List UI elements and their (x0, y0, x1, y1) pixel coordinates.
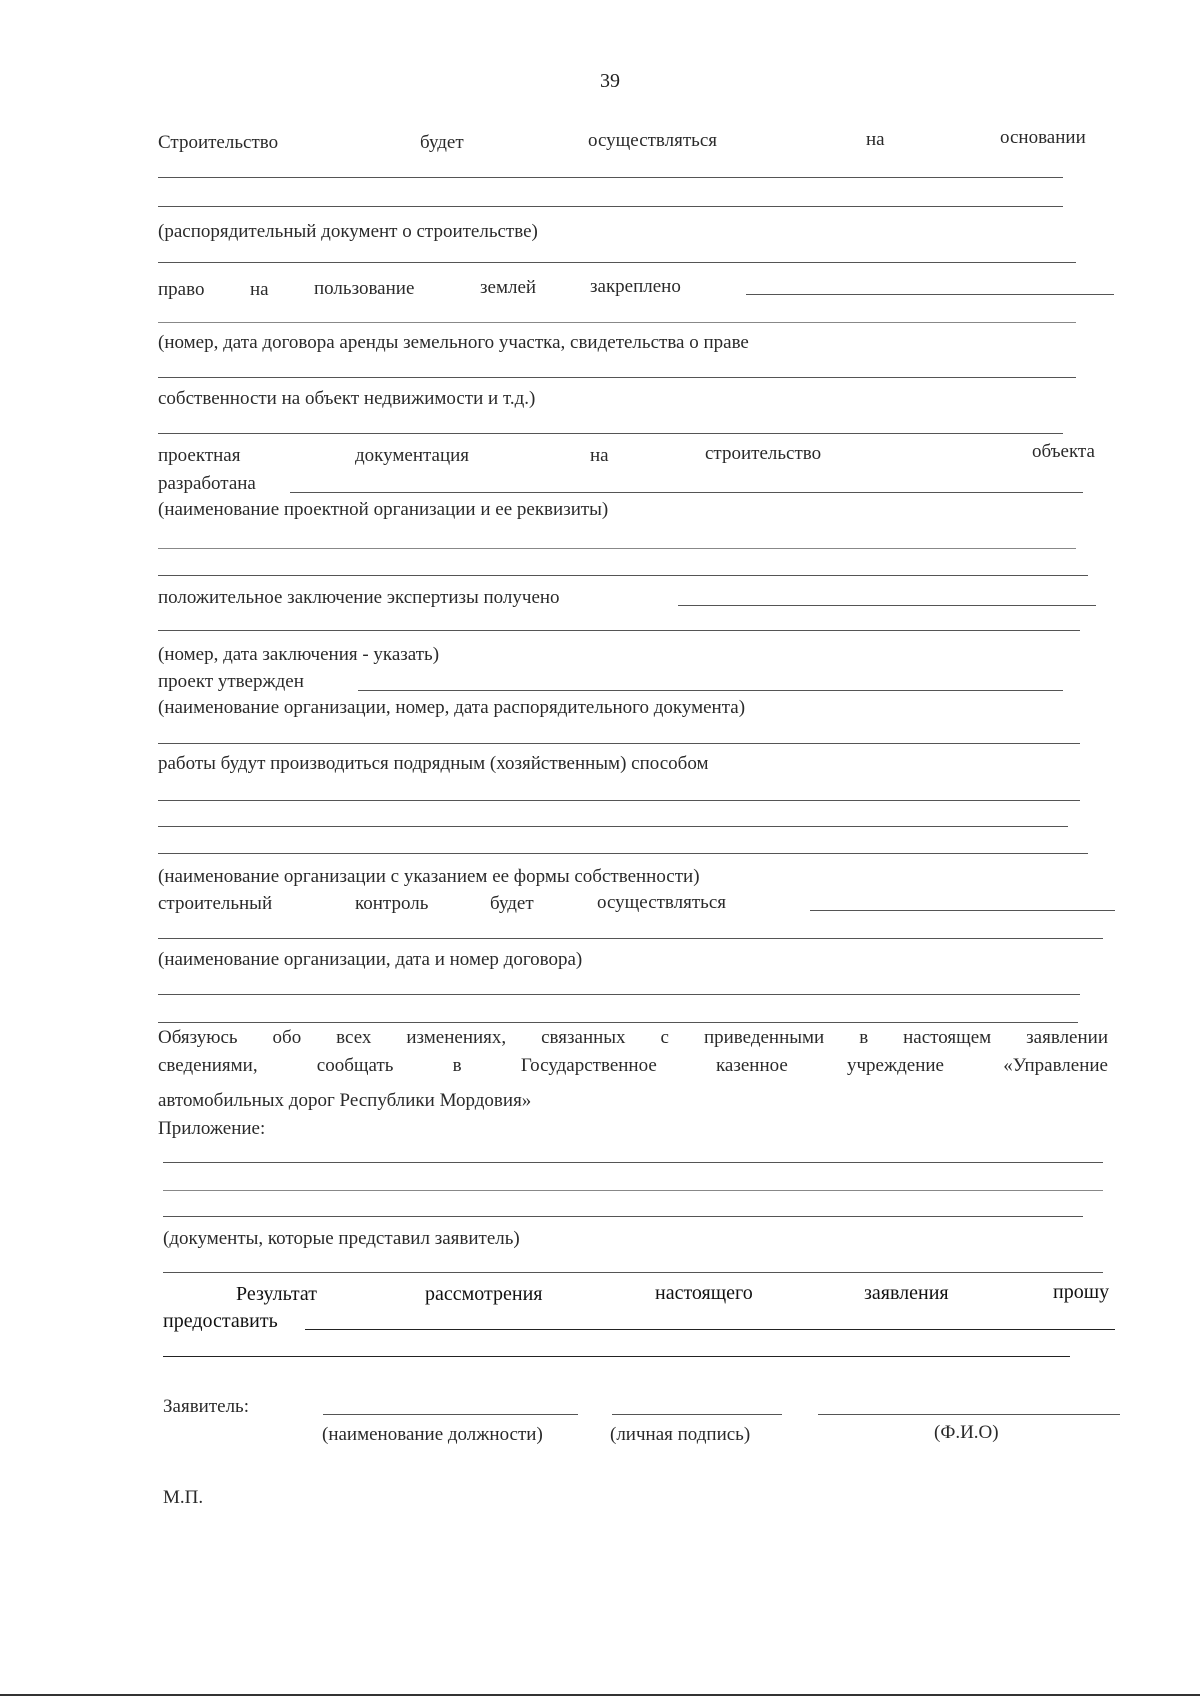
caption-position: (наименование должности) (322, 1424, 543, 1445)
fill-line[interactable] (158, 1022, 1078, 1023)
word-proektnaya: проектная (158, 445, 241, 466)
word-na: на (250, 279, 269, 300)
caption-land-lease-1: (номер, дата договора аренды земельного участка, свидетельства о праве (158, 332, 749, 353)
caption-approval-doc: (наименование организации, номер, дата распорядительного документа) (158, 697, 746, 718)
caption-attachments: (документы, которые представил заявитель) (163, 1228, 520, 1249)
word-dokumentatsiya: документация (355, 445, 470, 466)
word-nastoyashchego: настоящего (655, 1282, 753, 1304)
word-budet: будет (490, 893, 534, 914)
caption-signature: (личная подпись) (610, 1424, 751, 1445)
page-number: 39 (600, 70, 620, 92)
word-zayavleniya: заявления (864, 1282, 949, 1304)
position-line[interactable] (323, 1414, 578, 1415)
page-bottom-edge (0, 1694, 1200, 1696)
caption-order-document: (распорядительный документ о строительстве) (158, 221, 538, 242)
obligation-line-1: Обязуюсь обо всех изменениях, связанных с приведенными в настоящем заявлении (158, 1027, 1108, 1048)
text-project-approved: проект утвержден (158, 671, 304, 692)
word-osushchestvlyatsya: осуществляться (597, 892, 727, 913)
word-na: на (866, 129, 885, 150)
stamp-place: М.П. (163, 1487, 204, 1508)
word-obekta: объекта (1032, 441, 1095, 462)
fill-line[interactable] (163, 1190, 1103, 1191)
signature-line[interactable] (612, 1414, 782, 1415)
fill-line[interactable] (158, 630, 1080, 631)
word-na: на (590, 445, 609, 466)
word-polzovanie: пользование (314, 278, 415, 299)
word-osushchestvlyatsya: осуществляться (588, 130, 718, 151)
word-rezultat: Результат (236, 1283, 318, 1305)
word-zemlei: землей (480, 277, 537, 298)
caption-full-name: (Ф.И.О) (934, 1422, 999, 1443)
fill-line[interactable] (158, 800, 1080, 801)
caption-supervision-org: (наименование организации, дата и номер договора) (158, 949, 583, 970)
fill-line[interactable] (158, 994, 1080, 995)
caption-expertise: (номер, дата заключения - указать) (158, 644, 440, 665)
caption-contractor: (наименование организации с указанием ее формы собственности) (158, 866, 700, 887)
fill-line[interactable] (158, 575, 1088, 576)
attachment-label: Приложение: (158, 1118, 266, 1139)
fill-line[interactable] (158, 853, 1088, 854)
word-razrabotana: разработана (158, 473, 256, 494)
fill-line[interactable] (158, 377, 1076, 378)
name-line[interactable] (818, 1414, 1120, 1415)
word-stroitelstvo: строительство (705, 443, 822, 464)
word-stroitelstvo: Строительство (158, 132, 279, 153)
fill-line[interactable] (358, 690, 1063, 691)
word-proshu: прошу (1053, 1281, 1110, 1303)
fill-line[interactable] (158, 322, 1076, 323)
word-kontrol: контроль (355, 893, 429, 914)
word-zakrepleno: закреплено (590, 276, 681, 297)
word-rassmotreniya: рассмотрения (425, 1283, 543, 1305)
word-budet: будет (420, 132, 464, 153)
word-stroitelnyi: строительный (158, 893, 273, 914)
fill-line[interactable] (163, 1162, 1103, 1163)
obligation-line-2: сведениями, сообщать в Государственное казенное учреждение «Управление (158, 1055, 1108, 1076)
fill-line[interactable] (158, 548, 1076, 549)
word-predostavit: предоставить (163, 1310, 278, 1332)
fill-line[interactable] (158, 826, 1068, 827)
fill-line[interactable] (158, 743, 1080, 744)
fill-line[interactable] (290, 492, 1083, 493)
fill-line[interactable] (163, 1356, 1070, 1357)
fill-line[interactable] (678, 605, 1096, 606)
word-pravo: право (158, 279, 205, 300)
text-works-method: работы будут производиться подрядным (хозяйственным) способом (158, 753, 709, 774)
fill-line[interactable] (163, 1216, 1083, 1217)
fill-line[interactable] (158, 206, 1063, 207)
obligation-line-3: автомобильных дорог Республики Мордовия» (158, 1090, 532, 1111)
applicant-label: Заявитель: (163, 1396, 249, 1417)
fill-line[interactable] (305, 1329, 1115, 1330)
text-expertise-received: положительное заключение экспертизы получено (158, 587, 560, 608)
caption-design-org: (наименование проектной организации и ее реквизиты) (158, 499, 609, 520)
fill-line[interactable] (158, 433, 1063, 434)
fill-line[interactable] (158, 938, 1103, 939)
fill-line[interactable] (158, 262, 1076, 263)
caption-land-lease-2: собственности на объект недвижимости и т.д.) (158, 388, 536, 409)
fill-line[interactable] (158, 177, 1063, 178)
fill-line[interactable] (746, 294, 1114, 295)
fill-line[interactable] (163, 1272, 1103, 1273)
word-osnovanii: основании (1000, 127, 1086, 148)
fill-line[interactable] (810, 910, 1115, 911)
